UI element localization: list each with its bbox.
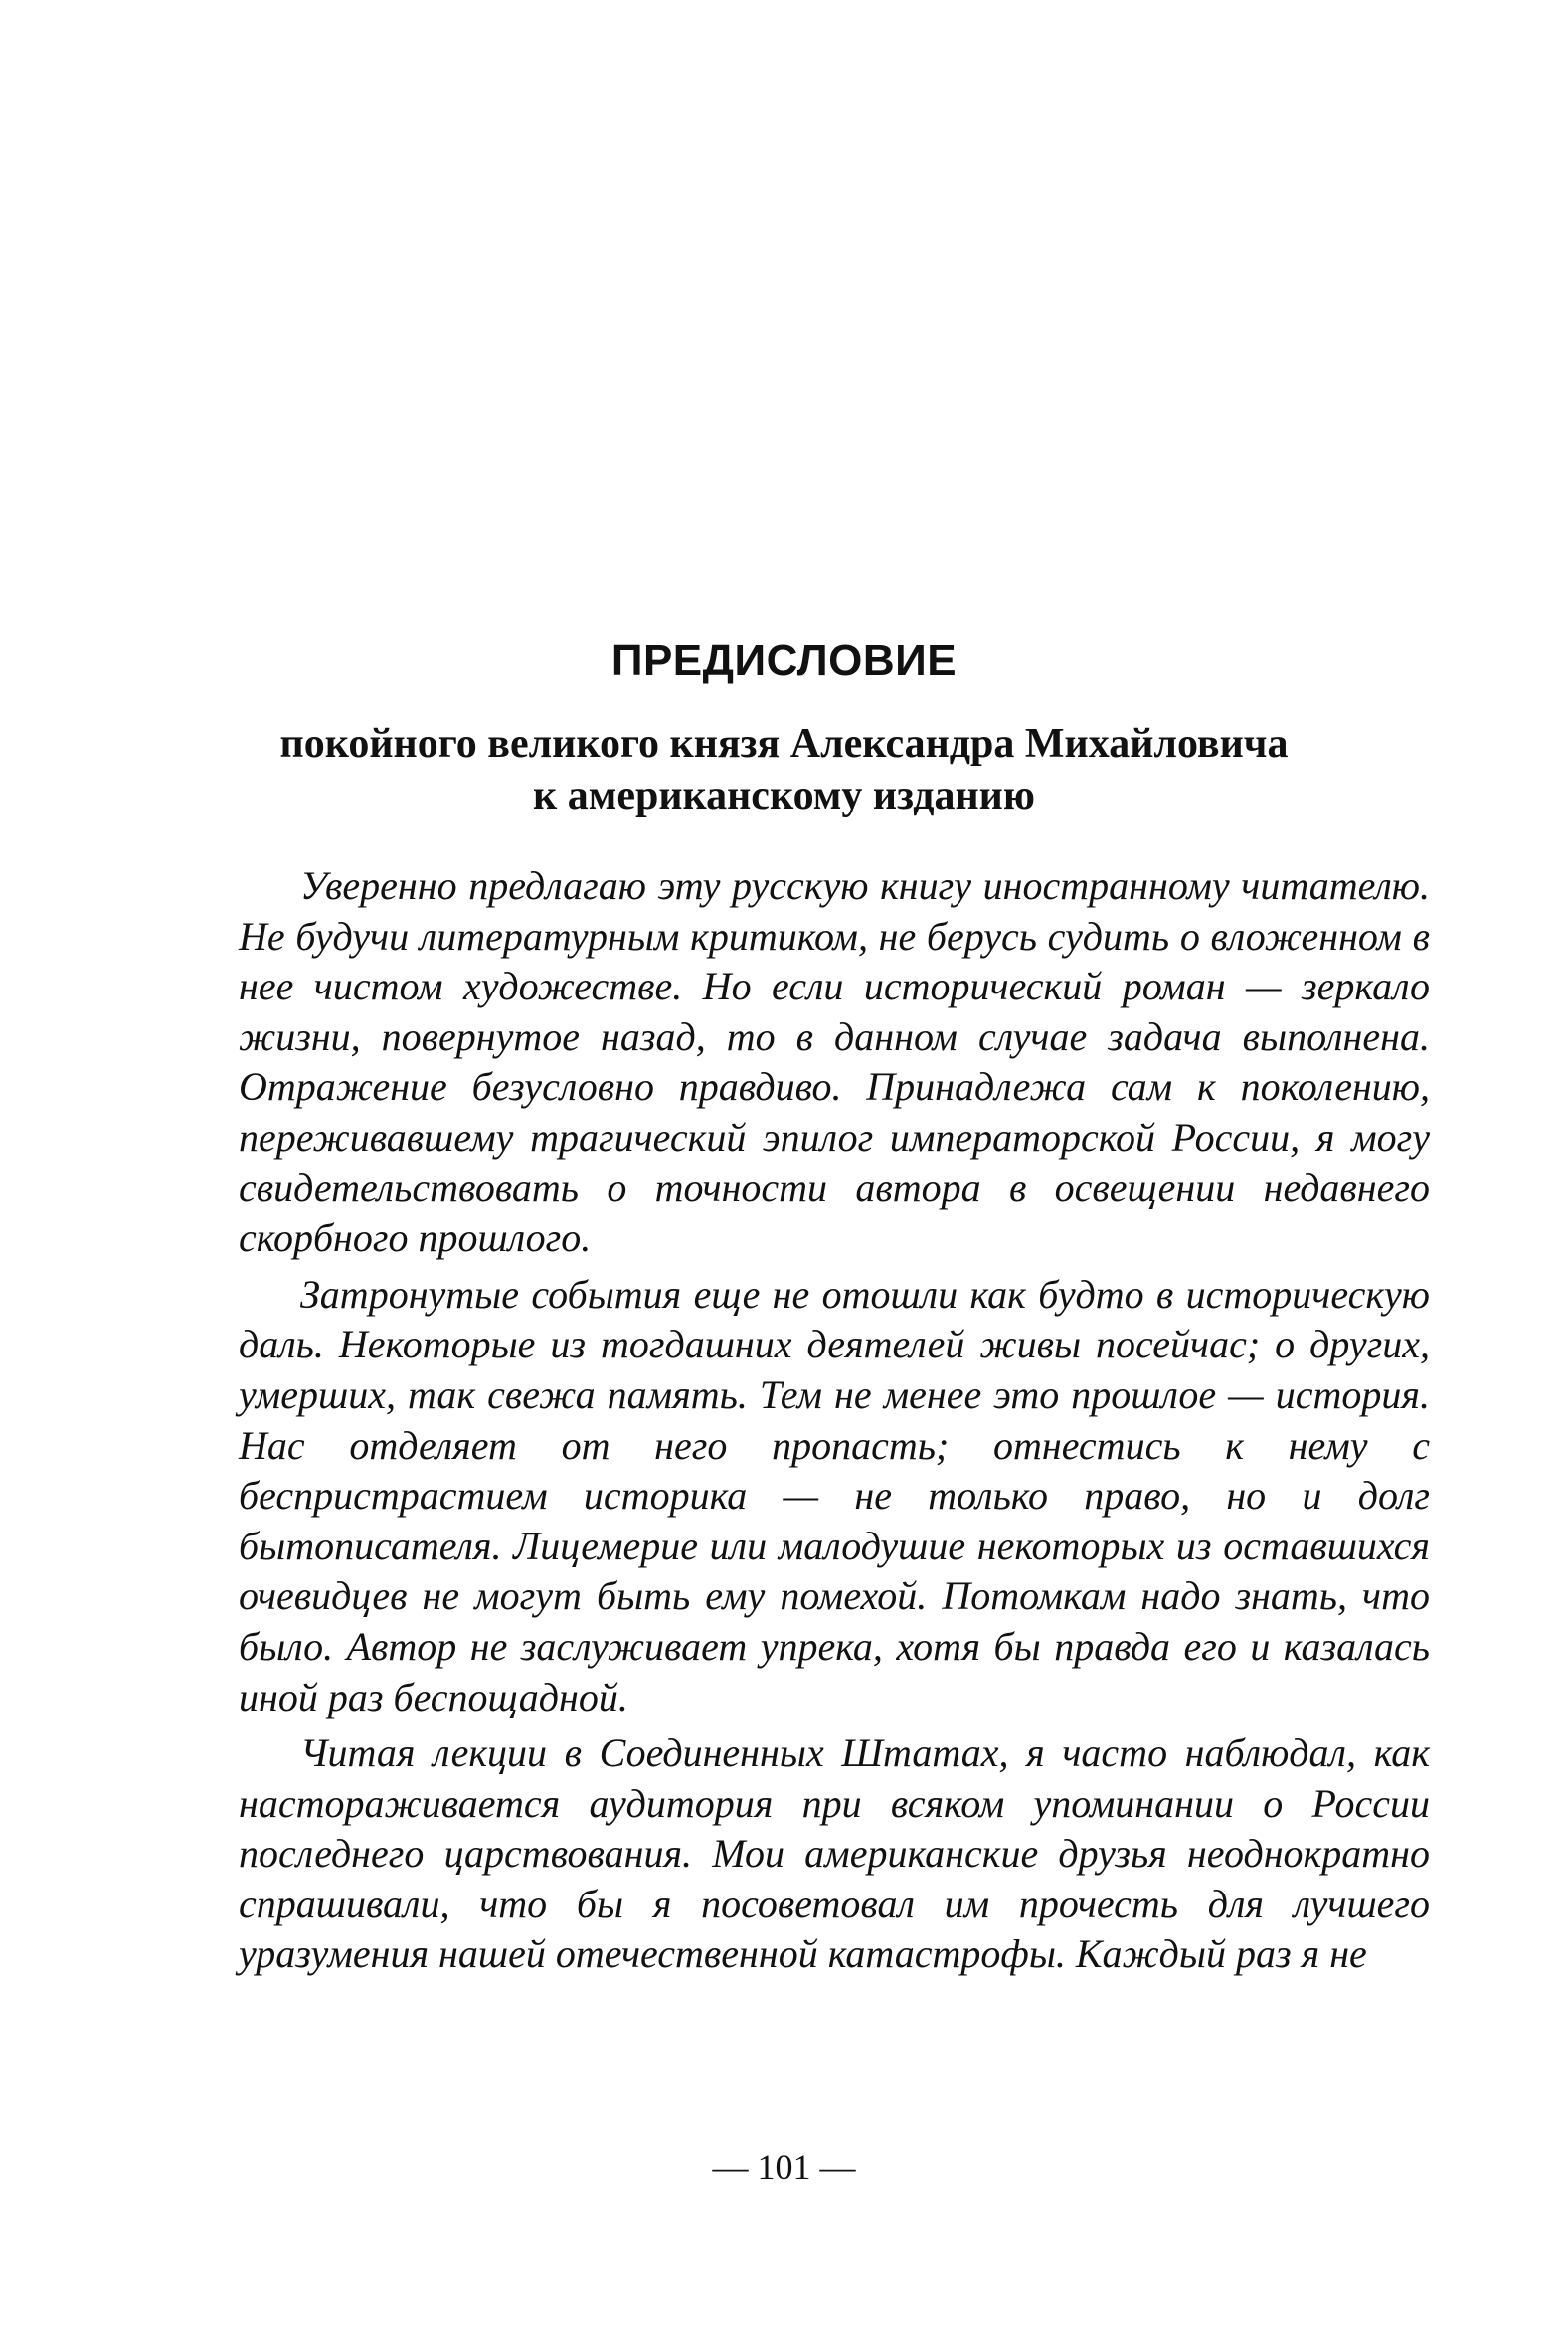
paragraph-2: Затронутые события еще не отошли как будто в историческую даль. Некоторые из тогдашних деятелей живы посейчас; о других, умерших, так свежа память. Тем не менее это прошлое — история. Нас отделяет от него пропасть; отнестись к нему с беспристрастием историка — не только право, но и долг бытописателя. Лицемерие или малодушие некоторых из оставшихся очевидцев не могут быть ему помехой. Потомкам надо знать, что было. Автор не заслуживает упрека, хотя бы правда его и казалась иной раз беспощадной. bbox=[239, 1271, 1430, 1719]
subtitle-line-2: к американскому изданию bbox=[533, 773, 1035, 818]
subtitle-line-1: покойного великого князя Александра Михайловича bbox=[279, 721, 1289, 767]
page-title: ПРЕДИСЛОВИЕ bbox=[610, 636, 958, 685]
body-text bbox=[239, 861, 1430, 1980]
page-subtitle bbox=[179, 718, 1389, 821]
paragraph-3: Читая лекции в Соединенных Штатах, я часто наблюдал, как настораживается аудитория при всяком упоминании о России последнего царствования. Мои американские друзья неоднократно спрашивали, что бы я посоветовал им прочесть для лучшего уразумения нашей отечественной катастрофы. Каждый раз я не bbox=[239, 1730, 1430, 1977]
paragraph-1: Уверенно предлагаю эту русскую книгу иностранному читателю. Не будучи литературным критиком, не берусь судить о вложенном в нее чистом художестве. Но если исторический роман — зеркало жизни, повернутое назад, то в данном случае задача выполнена. Отражение безусловно правдиво. Принадлежа сам к поколению, переживавшему трагический эпилог императорской России, я могу свидетельствовать о точности автора в освещении недавнего скорбного прошлого. bbox=[239, 863, 1430, 1261]
page-number: — 101 — bbox=[712, 2147, 856, 2187]
